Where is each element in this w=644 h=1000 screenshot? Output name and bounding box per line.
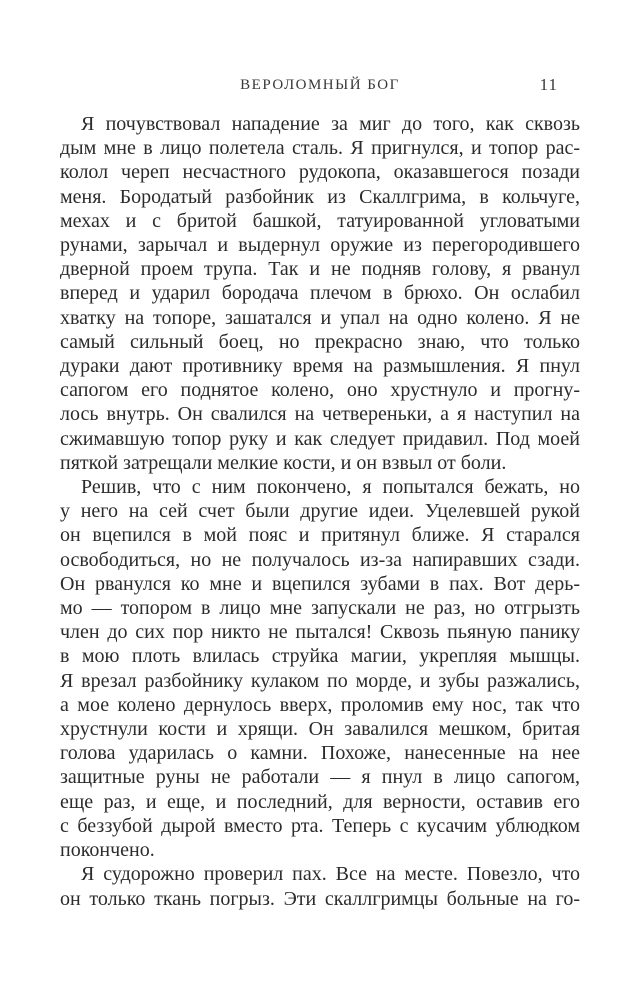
text-line: дым мне в лицо полетела сталь. Я пригнулся, и топор рас- (60, 137, 580, 160)
text-line: он вцепился в мой пояс и притянул ближе. Я старался (60, 524, 580, 547)
text-line: защитные руны не работали — я пнул в лицо сапогом, (60, 766, 580, 789)
page-number: 11 (539, 75, 558, 94)
text-line: в мою плоть влилась струйка магии, укрепляя мышцы. (60, 645, 580, 668)
text-line: у него на сей счет были другие идеи. Уцелевшей рукой (60, 500, 580, 523)
text-line: хрустнули кости и хрящи. Он завалился мешком, бритая (60, 718, 580, 741)
text-line: он только ткань погрыз. Эти скаллгримцы больные на го- (60, 887, 580, 910)
text-line: Я судорожно проверил пах. Все на месте. Повезло, что (81, 863, 580, 886)
text-line: самый сильный боец, но прекрасно знаю, что только (60, 330, 580, 353)
text-line: мехах и с бритой башкой, татуированной угловатыми (60, 209, 580, 232)
text-line: Я врезал разбойнику кулаком по морде, и зубы разжались, (60, 669, 580, 692)
text-line: лось внутрь. Он свалился на четвереньки, а я наступил на (60, 403, 580, 426)
text-line: Я почувствовал нападение за миг до того, как сквозь (81, 113, 580, 135)
text-line: рунами, зарычал и выдернул оружие из перегородившего (60, 234, 580, 257)
text-line: мо — топором в лицо мне запускали не раз, но отгрызть (60, 597, 580, 620)
running-header (60, 76, 580, 96)
text-line: сжимавшую топор руку и как следует придавил. Под моей (60, 427, 580, 450)
text-line: с беззубой дырой вместо рта. Теперь с кусачим ублюдком (60, 814, 580, 837)
text-line: пяткой затрещали мелкие кости, и он взвыл от боли. (60, 451, 507, 474)
text-line: голова ударилась о камни. Похоже, нанесенные на нее (60, 742, 580, 765)
text-line: меня. Бородатый разбойник из Скаллгрима, в кольчуге, (60, 185, 580, 208)
running-header-title: ВЕРОЛОМНЫЙ БОГ (240, 77, 400, 93)
text-line: сапогом его поднятое колено, оно хрустнуло и прогну- (60, 379, 580, 402)
text-line: Решив, что с ним покончено, я попытался бежать, но (81, 476, 580, 499)
text-line: вперед и ударил бородача плечом в брюхо. Он ослабил (60, 282, 580, 305)
page-body (60, 112, 580, 911)
text-line: хватку на топоре, зашатался и упал на одно колено. Я не (60, 306, 580, 329)
text-line: а мое колено дернулось вверх, проломив ему нос, так что (60, 693, 580, 716)
text-line: дверной проем трупа. Так и не подняв голову, я рванул (60, 258, 580, 281)
text-line: освободиться, но не получалось из-за напиравших сзади. (60, 548, 580, 571)
text-line: колол череп несчастного рудокопа, оказавшегося позади (60, 161, 580, 184)
text-line: покончено. (60, 839, 155, 862)
text-line: еще раз, и еще, и последний, для верности, оставив его (60, 790, 580, 813)
text-line: дураки дают противнику время на размышления. Я пнул (60, 355, 580, 378)
text-line: Он рванулся ко мне и вцепился зубами в пах. Вот дерь- (60, 572, 580, 595)
text-line: член до сих пор никто не пытался! Сквозь пьяную панику (60, 621, 580, 644)
